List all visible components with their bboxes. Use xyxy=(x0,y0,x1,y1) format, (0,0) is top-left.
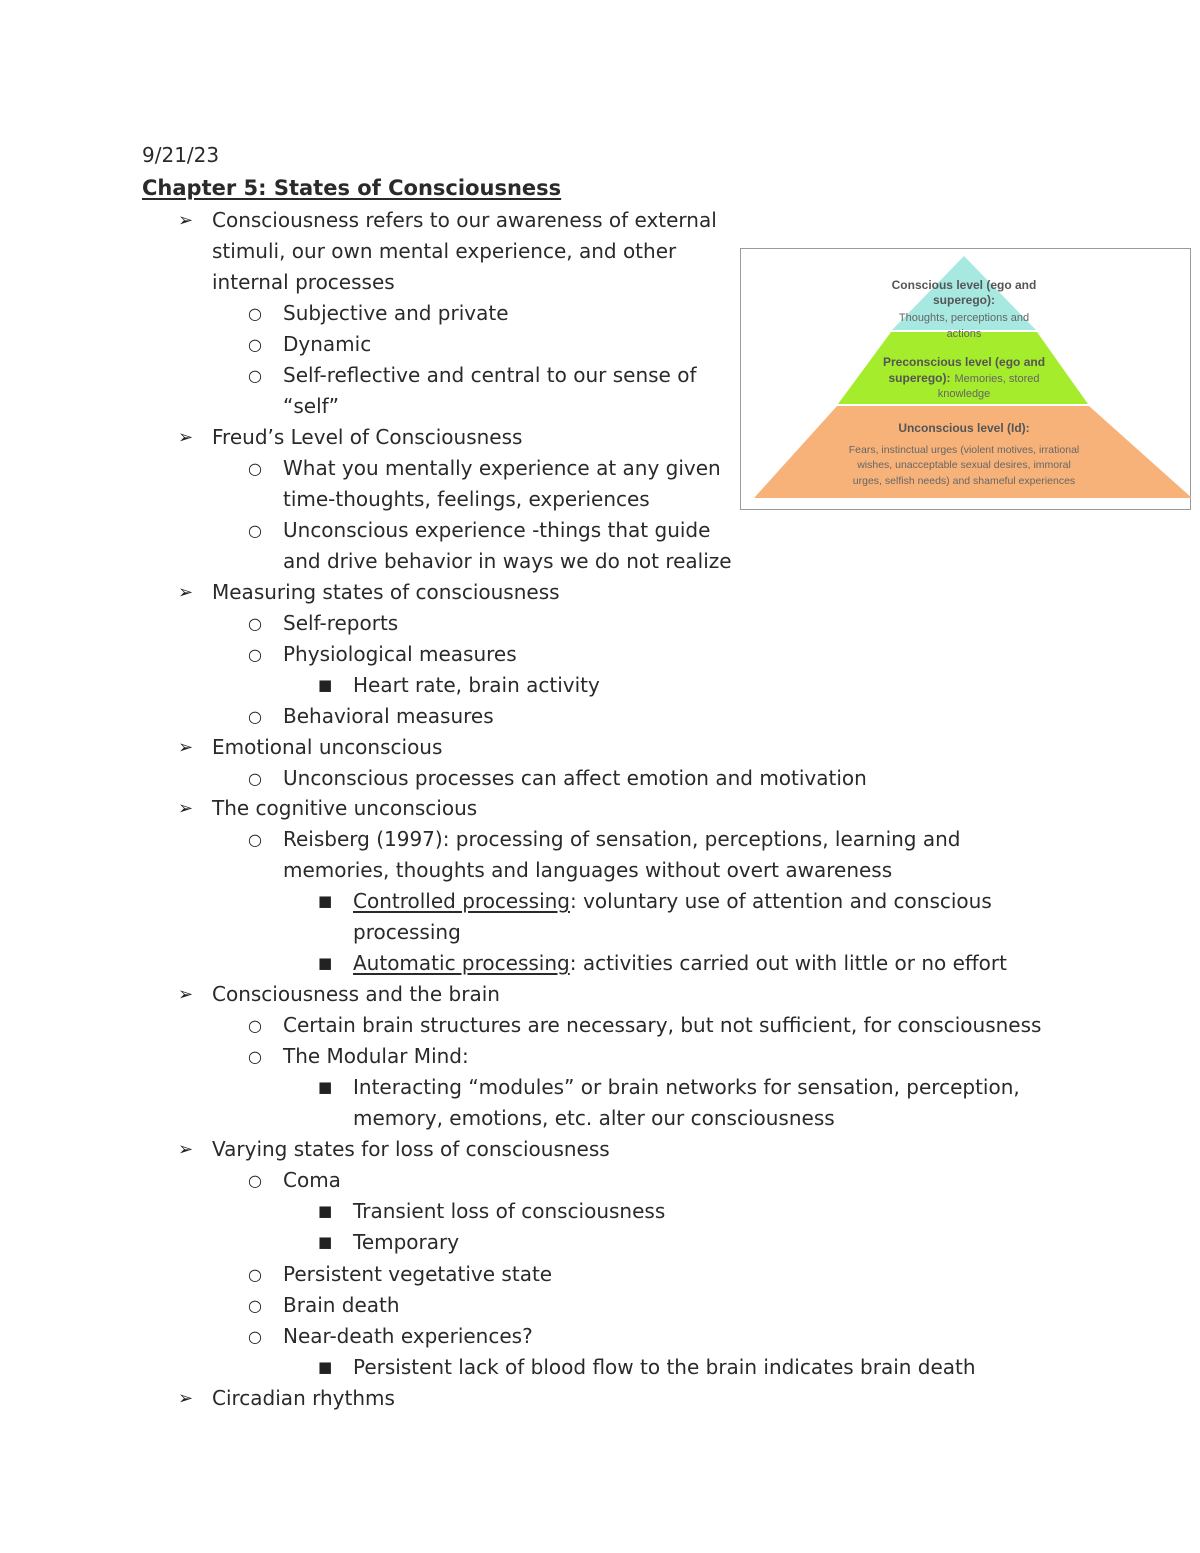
note-heading: Measuring states of consciousness xyxy=(212,580,560,604)
note-line: Temporary xyxy=(353,1230,460,1254)
preconscious-title: superego): xyxy=(888,371,951,385)
circle-bullet-icon: ○ xyxy=(248,1047,262,1066)
circle-bullet-icon: ○ xyxy=(248,304,262,323)
square-bullet-icon: ■ xyxy=(318,892,333,910)
conscious-title: superego): xyxy=(932,293,996,307)
square-bullet-icon: ■ xyxy=(318,1078,333,1096)
note-heading: Emotional unconscious xyxy=(212,735,443,759)
term-automatic-processing: Automatic processing xyxy=(353,951,570,975)
note-line: and drive behavior in ways we do not realize xyxy=(283,549,732,573)
arrow-bullet-icon: ➢ xyxy=(178,582,194,603)
circle-bullet-icon: ○ xyxy=(248,1327,262,1346)
arrow-bullet-icon: ➢ xyxy=(178,427,194,448)
circle-bullet-icon: ○ xyxy=(248,366,262,385)
note-line: What you mentally experience at any given xyxy=(283,456,721,480)
conscious-desc: Thoughts, perceptions and xyxy=(898,312,1030,324)
note-line: Unconscious processes can affect emotion and motivation xyxy=(283,766,867,790)
note-line: Interacting “modules” or brain networks for sensation, perception, xyxy=(353,1075,1020,1099)
note-heading: The cognitive unconscious xyxy=(212,796,478,820)
note-line: Near-death experiences? xyxy=(283,1324,533,1348)
circle-bullet-icon: ○ xyxy=(248,521,262,540)
note-line: Physiological measures xyxy=(283,642,517,666)
arrow-bullet-icon: ➢ xyxy=(178,984,194,1005)
circle-bullet-icon: ○ xyxy=(248,645,262,664)
arrow-bullet-icon: ➢ xyxy=(178,1139,194,1160)
unconscious-desc: Fears, instinctual urges (violent motives, irrational xyxy=(848,444,1080,456)
note-line: Reisberg (1997): processing of sensation, perceptions, learning and xyxy=(283,827,961,851)
circle-bullet-icon: ○ xyxy=(248,1265,262,1284)
circle-bullet-icon: ○ xyxy=(248,769,262,788)
circle-bullet-icon: ○ xyxy=(248,614,262,633)
note-line: memories, thoughts and languages without overt awareness xyxy=(283,858,893,882)
square-bullet-icon: ■ xyxy=(318,954,333,972)
note-line: Persistent lack of blood flow to the brain indicates brain death xyxy=(353,1355,976,1379)
circle-bullet-icon: ○ xyxy=(248,1296,262,1315)
conscious-title: Conscious level (ego and xyxy=(891,278,1037,292)
circle-bullet-icon: ○ xyxy=(248,335,262,354)
note-line: Persistent vegetative state xyxy=(283,1262,553,1286)
circle-bullet-icon: ○ xyxy=(248,1016,262,1035)
note-heading: Consciousness and the brain xyxy=(212,982,500,1006)
note-line: Heart rate, brain activity xyxy=(353,673,600,697)
unconscious-title: Unconscious level (Id): xyxy=(898,421,1030,435)
circle-bullet-icon: ○ xyxy=(248,830,262,849)
note-line: processing xyxy=(353,920,461,944)
note-line: internal processes xyxy=(212,270,395,294)
circle-bullet-icon: ○ xyxy=(248,1171,262,1190)
note-line: stimuli, our own mental experience, and other xyxy=(212,239,677,263)
note-line xyxy=(353,948,1007,979)
note-line: The Modular Mind: xyxy=(283,1044,469,1068)
note-line: memory, emotions, etc. alter our consciousness xyxy=(353,1106,835,1130)
arrow-bullet-icon: ➢ xyxy=(178,798,194,819)
square-bullet-icon: ■ xyxy=(318,1233,333,1251)
unconscious-desc: wishes, unacceptable sexual desires, immoral xyxy=(857,459,1071,471)
definition-text: : voluntary use of attention and conscious xyxy=(570,889,992,913)
note-heading: Freud’s Level of Consciousness xyxy=(212,425,523,449)
arrow-bullet-icon: ➢ xyxy=(178,737,194,758)
note-line: “self” xyxy=(283,394,340,418)
date: 9/21/23 xyxy=(142,143,220,167)
preconscious-title: Preconscious level (ego and xyxy=(882,355,1046,369)
note-line: Self-reflective and central to our sense of xyxy=(283,363,697,387)
note-line: Unconscious experience -things that guide xyxy=(283,518,711,542)
circle-bullet-icon: ○ xyxy=(248,707,262,726)
note-line: Behavioral measures xyxy=(283,704,494,728)
preconscious-desc: Memories, stored xyxy=(954,373,1040,385)
note-heading: Varying states for loss of consciousness xyxy=(212,1137,610,1161)
page-title: Chapter 5: States of Consciousness xyxy=(142,176,562,200)
note-line xyxy=(353,886,992,917)
note-line: Coma xyxy=(283,1168,341,1192)
square-bullet-icon: ■ xyxy=(318,1202,333,1220)
note-line: time-thoughts, feelings, experiences xyxy=(283,487,650,511)
consciousness-pyramid-figure xyxy=(740,248,1191,510)
note-line: Certain brain structures are necessary, but not sufficient, for consciousness xyxy=(283,1013,1042,1037)
arrow-bullet-icon: ➢ xyxy=(178,210,194,231)
preconscious-desc: knowledge xyxy=(937,388,991,400)
definition-text: : activities carried out with little or no effort xyxy=(569,951,1007,975)
note-line: Brain death xyxy=(283,1293,400,1317)
square-bullet-icon: ■ xyxy=(318,676,333,694)
note-line: Subjective and private xyxy=(283,301,509,325)
note-line: Self-reports xyxy=(283,611,399,635)
conscious-desc: actions xyxy=(946,328,982,340)
preconscious-line xyxy=(889,371,1040,385)
arrow-bullet-icon: ➢ xyxy=(178,1388,194,1409)
unconscious-desc: urges, selfish needs) and shameful experiences xyxy=(852,475,1076,487)
note-line: Transient loss of consciousness xyxy=(353,1199,666,1223)
note-line: Consciousness refers to our awareness of external xyxy=(212,208,717,232)
note-line: Dynamic xyxy=(283,332,372,356)
square-bullet-icon: ■ xyxy=(318,1358,333,1376)
term-controlled-processing: Controlled processing xyxy=(353,889,570,913)
note-heading: Circadian rhythms xyxy=(212,1386,395,1410)
circle-bullet-icon: ○ xyxy=(248,459,262,478)
